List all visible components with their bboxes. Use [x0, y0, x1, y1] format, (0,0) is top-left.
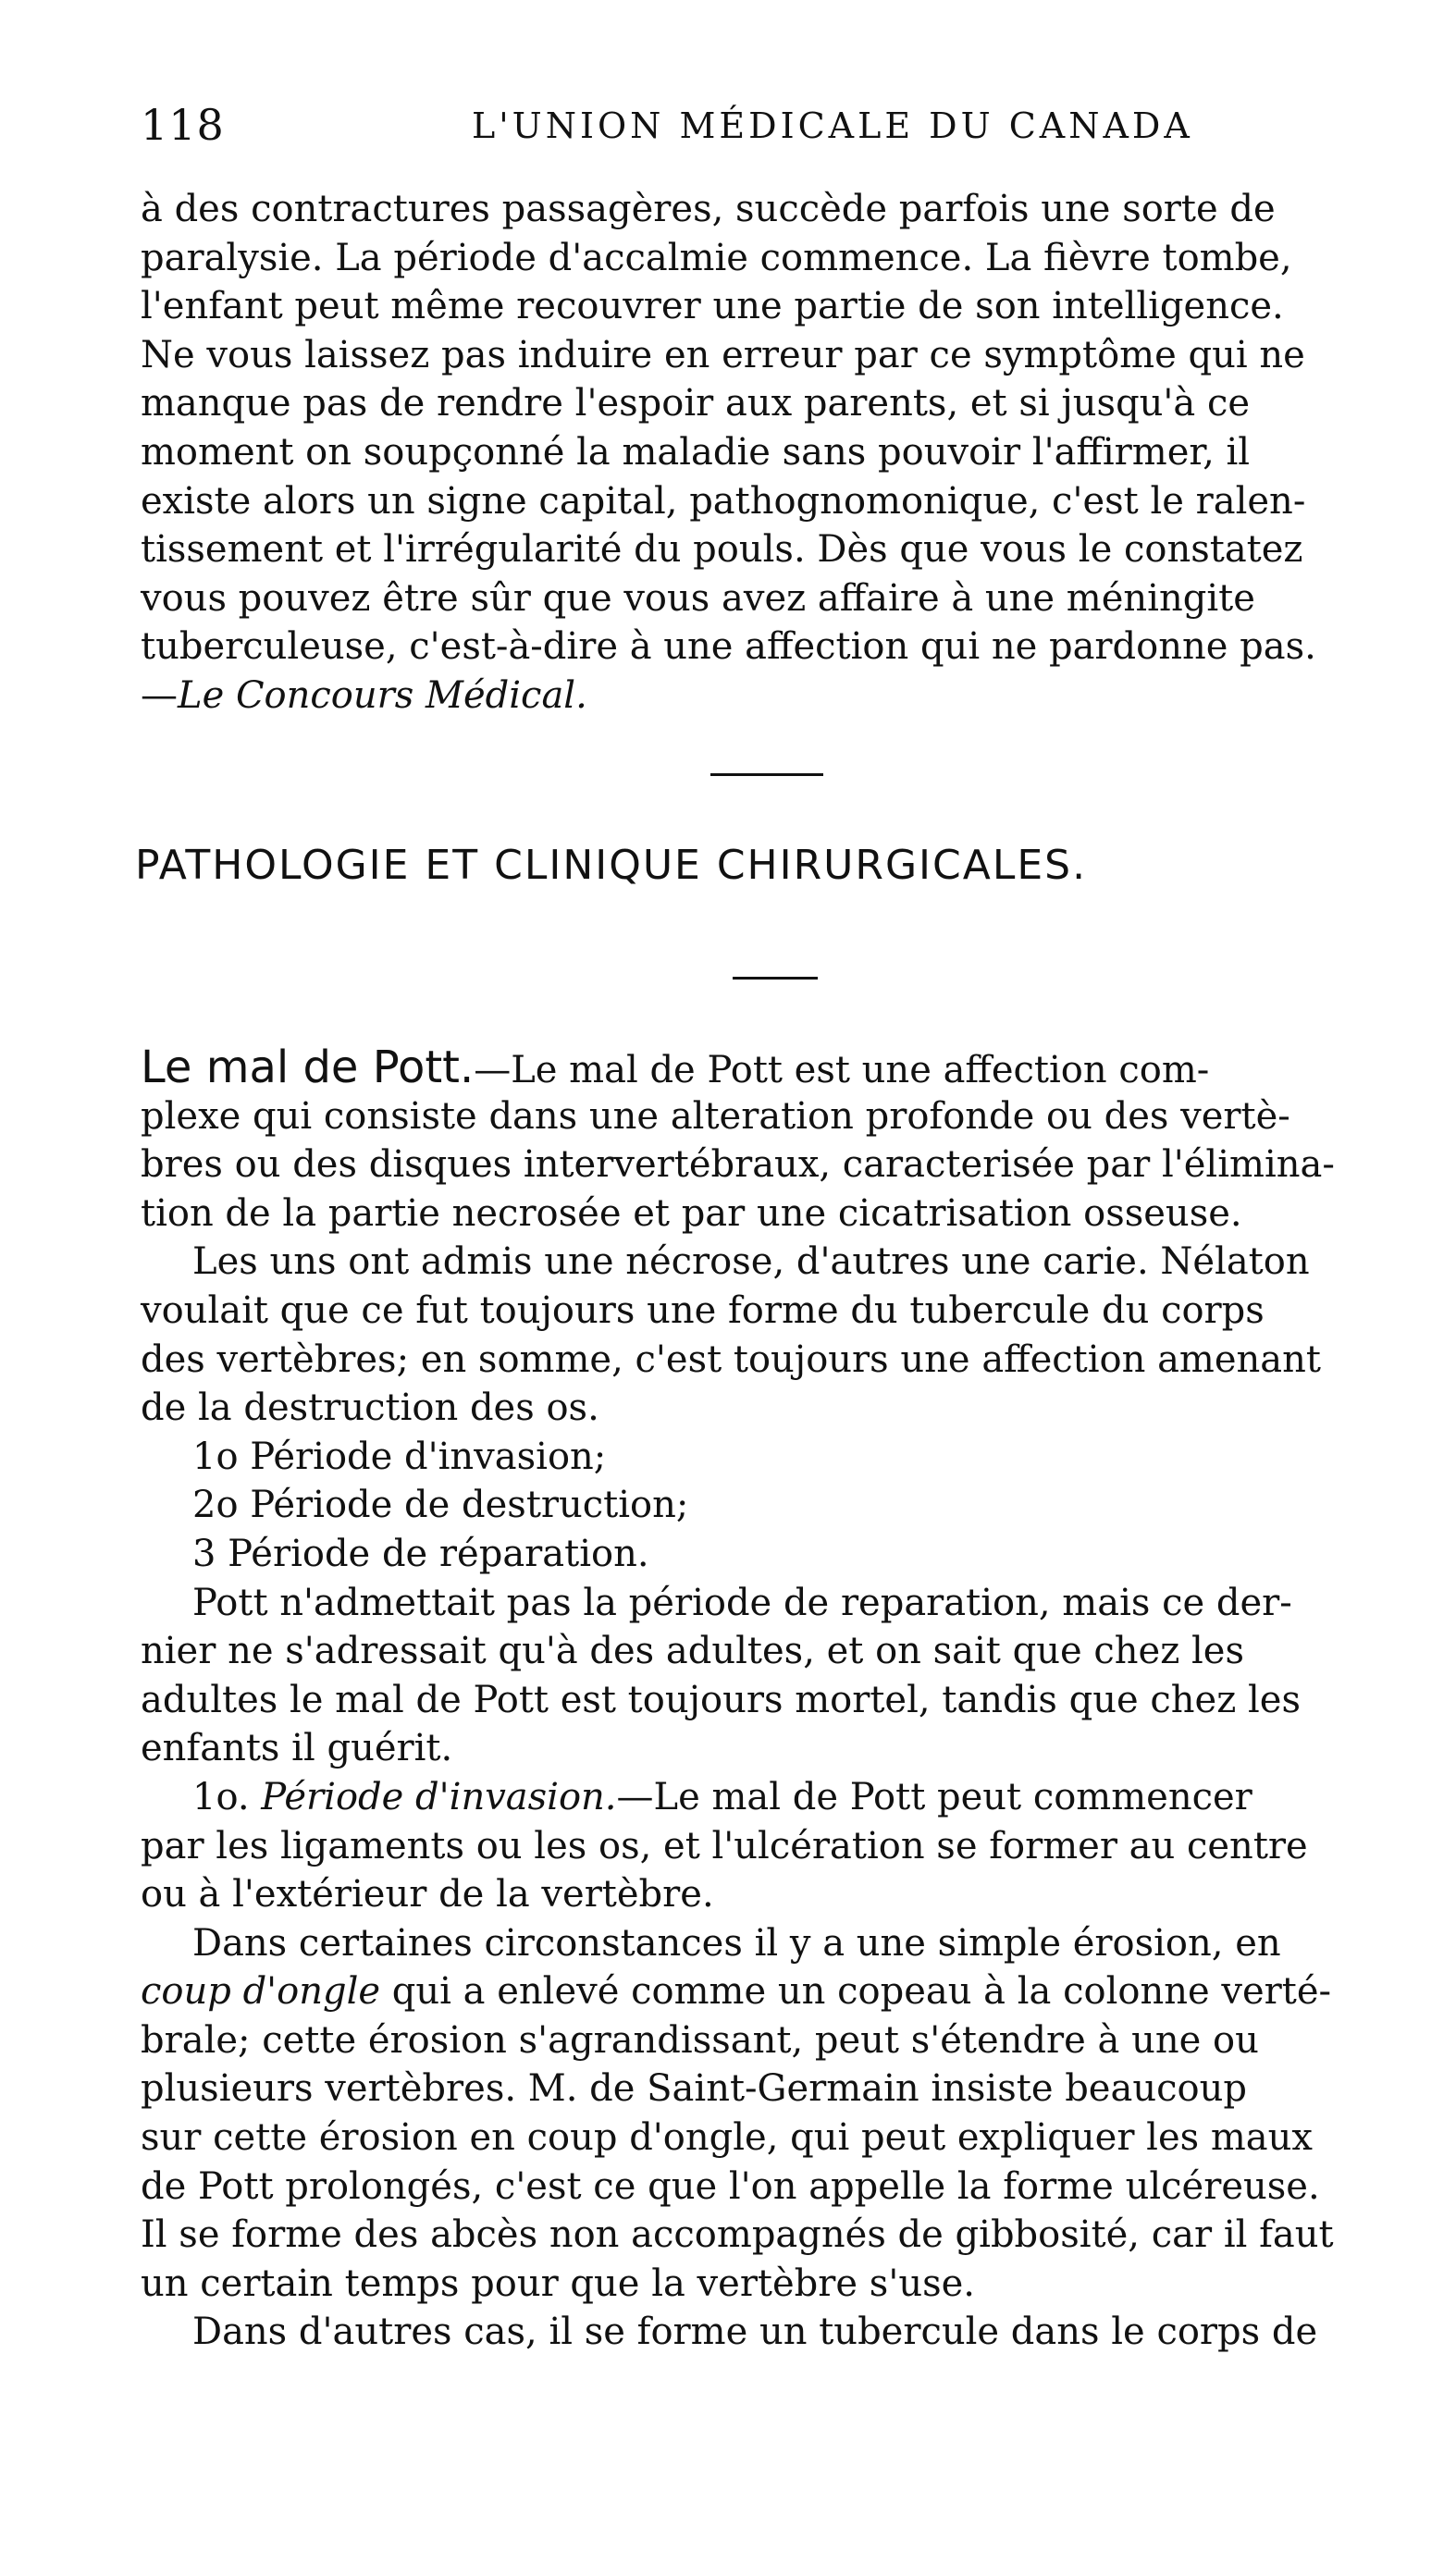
text-line: sur cette érosion en coup d'ongle, qui peut expliquer les maux — [141, 2116, 1313, 2160]
text-line: des vertèbres; en somme, c'est toujours une affection amenant — [141, 1337, 1321, 1381]
text-line: Pott n'admettait pas la période de reparation, mais ce der- — [192, 1581, 1292, 1624]
text-line: ou à l'extérieur de la vertèbre. — [141, 1873, 714, 1917]
text-line: à des contractures passagères, succède parfois une sorte de — [141, 188, 1276, 230]
journal-title: L'UNION MÉDICALE DU CANADA — [472, 105, 1193, 146]
emphasis-term: coup d'ongle — [141, 1970, 381, 2014]
text-line: de la destruction des os. — [141, 1387, 599, 1430]
text-line: brale; cette érosion s'agrandissant, peut s'étendre à une ou — [141, 2018, 1259, 2062]
source-citation — [141, 672, 1371, 721]
text-line: vous pouvez être sûr que vous avez affaire à une méningite — [141, 576, 1255, 620]
text-line: existe alors un signe capital, pathognomonique, c'est le ralen- — [141, 479, 1306, 523]
text-line: tissement et l'irrégularité du pouls. Dès que vous le constatez — [141, 528, 1303, 572]
text-line: Il se forme des abcès non accompagnés de gibbosité, car il faut — [141, 2213, 1334, 2257]
text-line: paralysie. La période d'accalmie commence. La fièvre tombe, — [141, 236, 1292, 279]
divider-rule — [733, 977, 818, 980]
text-line: enfants il guérit. — [141, 1727, 453, 1770]
text-line: manque pas de rendre l'espoir aux parents, et si jusqu'à ce — [141, 382, 1251, 425]
text-line: l'enfant peut même recouvrer une partie de son intelligence. — [141, 285, 1284, 328]
divider-rule — [710, 773, 823, 776]
running-head — [0, 100, 1456, 155]
text-line: tuberculeuse, c'est-à-dire à une affection qui ne pardonne pas. — [141, 625, 1316, 669]
section-heading: PATHOLOGIE ET CLINIQUE CHIRURGICALES. — [135, 842, 1088, 889]
page-number: 118 — [141, 100, 225, 150]
text-line: par les ligaments ou les os, et l'ulcération se former au centre — [141, 1824, 1308, 1867]
text-line: Ne vous laissez pas induire en erreur par ce symptôme qui ne — [141, 333, 1305, 376]
text-line: nier ne s'adressait qu'à des adultes, et on sait que chez les — [141, 1630, 1244, 1673]
text-line: tion de la partie necrosée et par une cicatrisation osseuse. — [141, 1191, 1242, 1235]
source-name: Le Concours Médical. — [178, 673, 587, 717]
text-line: voulait que ce fut toujours une forme du tubercule du corps — [141, 1288, 1265, 1332]
source-dash: — — [141, 673, 178, 717]
article-first-line — [141, 1043, 1371, 1092]
text-line: plexe qui consiste dans une alteration profonde ou des vertè- — [141, 1094, 1290, 1138]
text-line: moment on soupçonné la maladie sans pouvoir l'affirmer, il — [141, 430, 1251, 474]
text-line — [141, 1967, 1371, 2016]
list-item: 2o Période de destruction; — [192, 1484, 689, 1527]
text-fragment: qui a enlevé comme un copeau à la colonne verté- — [380, 1970, 1332, 2014]
subsection-line — [141, 1773, 1371, 1822]
text-line: Dans d'autres cas, il se forme un tubercule dans le corps de — [192, 2311, 1318, 2354]
subsection-label: Période d'invasion. — [261, 1775, 617, 1818]
text-fragment: —Le mal de Pott peut commencer — [616, 1775, 1252, 1818]
list-item: 3 Période de réparation. — [192, 1532, 649, 1575]
list-item: 1o Période d'invasion; — [192, 1435, 607, 1478]
text-line: adultes le mal de Pott est toujours mortel, tandis que chez les — [141, 1678, 1302, 1721]
subsection-number: 1o. — [192, 1775, 250, 1818]
text-line: Les uns ont admis une nécrose, d'autres une carie. Nélaton — [192, 1240, 1310, 1284]
continued-text — [141, 185, 1371, 721]
text-line: Dans certaines circonstances il y a une simple érosion, en — [192, 1921, 1281, 1965]
text-line: plusieurs vertèbres. M. de Saint-Germain insiste beaucoup — [141, 2067, 1247, 2111]
text-fragment: —Le mal de Pott est une affection com- — [474, 1049, 1210, 1091]
article-body — [141, 1043, 1371, 2357]
text-line: bres ou des disques intervertébraux, caracterisée par l'élimina- — [141, 1143, 1335, 1187]
article-title: Le mal de Pott. — [141, 1041, 475, 1093]
text-line: de Pott prolongés, c'est ce que l'on appelle la forme ulcéreuse. — [141, 2164, 1320, 2208]
text-line: un certain temps pour que la vertèbre s'use. — [141, 2262, 975, 2305]
